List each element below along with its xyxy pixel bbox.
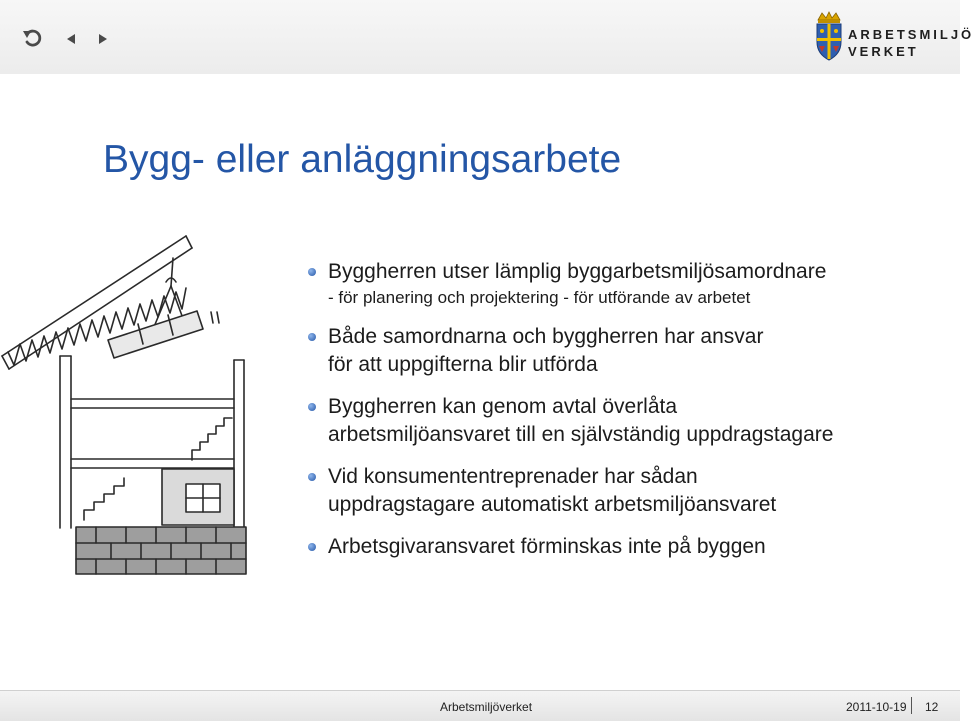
logo-text-line2: VERKET [848, 44, 919, 59]
next-slide-icon[interactable] [90, 26, 116, 52]
bullet-text: arbetsmiljöansvaret till en självständig uppdragstagare [328, 423, 834, 446]
bullet-text: Vid konsumententreprenader har sådan [328, 465, 698, 488]
bullet-item [305, 258, 833, 310]
footer-date: 2011-10-19 [846, 700, 907, 714]
bullet-list [305, 258, 833, 561]
bullet-subtext: - för planering och projektering - för utförande av arbetet [328, 288, 751, 307]
logo-text-line1: ARBETSMILJÖ [848, 27, 974, 42]
bullet-text: uppdragstagare automatiskt arbetsmiljöansvaret [328, 493, 777, 516]
coat-of-arms-icon [812, 10, 846, 64]
construction-site-crane-icon [0, 228, 250, 578]
bullet-dot-icon [308, 333, 316, 341]
bullet-item [305, 533, 833, 561]
bullet-dot-icon [308, 403, 316, 411]
bullet-item [305, 323, 833, 379]
previous-slide-icon[interactable] [58, 26, 84, 52]
bullet-text: för att uppgifterna blir utförda [328, 353, 598, 376]
bullet-item [305, 463, 833, 519]
bullet-dot-icon [308, 268, 316, 276]
slide-title: Bygg- eller anläggningsarbete [103, 138, 622, 181]
bullet-dot-icon [308, 543, 316, 551]
footer-divider [911, 697, 912, 714]
slide-footer [0, 690, 960, 721]
bullet-dot-icon [308, 473, 316, 481]
page-number: 12 [925, 700, 939, 714]
bullet-text: Byggherren utser lämplig byggarbetsmiljösamordnare [328, 260, 827, 283]
bullet-item [305, 393, 833, 449]
arbetsmiljoverket-logo [812, 10, 974, 66]
bullet-text: Arbetsgivaransvaret förminskas inte på byggen [328, 535, 766, 558]
bullet-text: Både samordnarna och byggherren har ansvar [328, 325, 764, 348]
top-toolbar [0, 0, 974, 74]
footer-organization: Arbetsmiljöverket [440, 700, 533, 714]
undo-icon[interactable] [20, 26, 46, 52]
bullet-text: Byggherren kan genom avtal överlåta [328, 395, 678, 418]
